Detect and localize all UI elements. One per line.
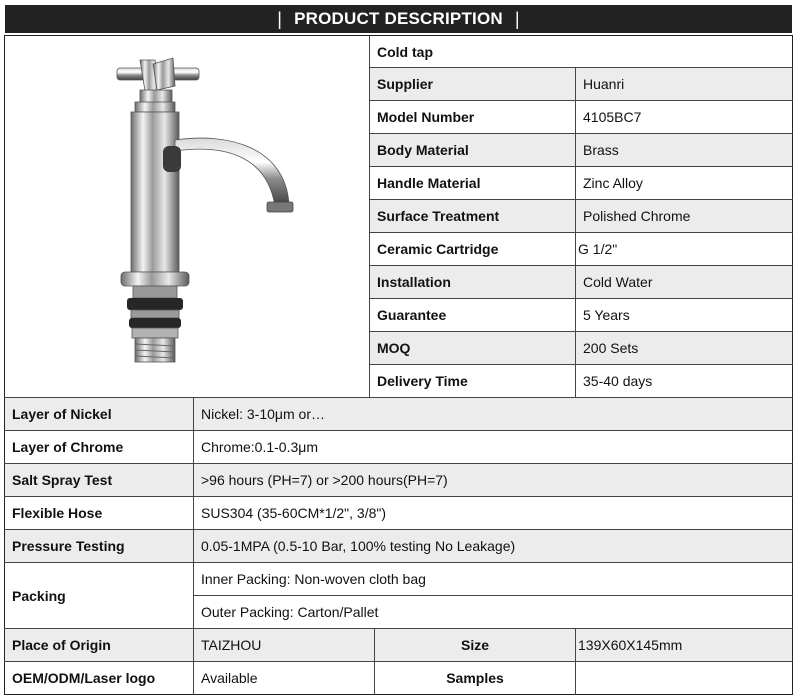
- spec-label-guarantee: Guarantee: [377, 307, 447, 323]
- spec-label-ceramic-cartridge: Ceramic Cartridge: [377, 241, 499, 257]
- spec-label-handle-material: Handle Material: [377, 175, 481, 191]
- spec-value-ceramic-cartridge: G 1/2": [578, 241, 618, 257]
- spec-value-body-material: Brass: [576, 134, 792, 166]
- samples-label: Samples: [446, 670, 504, 686]
- spec-label-supplier: Supplier: [370, 68, 575, 100]
- detail-value-salt-spray: >96 hours (PH=7) or >200 hours(PH=7): [194, 464, 792, 496]
- oem-label: OEM/ODM/Laser logo: [12, 670, 156, 686]
- spec-value-installation: Cold Water: [576, 266, 792, 298]
- detail-label-salt-spray: Salt Spray Test: [5, 464, 193, 496]
- detail-value-chrome: Chrome:0.1-0.3μm: [201, 439, 318, 455]
- spec-label-body-material: Body Material: [370, 134, 575, 166]
- spec-label-model-number: Model Number: [377, 109, 475, 125]
- faucet-image-icon: [5, 36, 368, 397]
- spec-value-guarantee: 5 Years: [583, 307, 630, 323]
- origin-value: TAIZHOU: [194, 629, 374, 661]
- spec-value-supplier: Huanri: [576, 68, 792, 100]
- oem-value: Available: [201, 670, 258, 686]
- detail-label-chrome: Layer of Chrome: [12, 439, 124, 455]
- banner-bar-right: |: [514, 8, 520, 29]
- banner-bar-left: |: [277, 8, 283, 29]
- page-title: PRODUCT DESCRIPTION: [294, 9, 503, 28]
- page-banner: [5, 5, 792, 33]
- samples-value: [576, 662, 792, 694]
- size-label: Size: [375, 629, 575, 661]
- detail-value-nickel: Nickel: 3-10μm or…: [194, 398, 792, 430]
- spec-value-model-number: 4105BC7: [583, 109, 642, 125]
- spec-value-delivery-time: 35-40 days: [583, 373, 653, 389]
- product-image: [5, 36, 368, 397]
- detail-label-pressure: Pressure Testing: [5, 530, 193, 562]
- spec-label-moq: MOQ: [370, 332, 575, 364]
- origin-label: Place of Origin: [5, 629, 193, 661]
- detail-label-flexible-hose: Flexible Hose: [12, 505, 103, 521]
- packing-label: Packing: [12, 587, 66, 604]
- spec-value-moq: 200 Sets: [576, 332, 792, 364]
- detail-label-nickel: Layer of Nickel: [5, 398, 193, 430]
- detail-value-flexible-hose: SUS304 (35-60CM*1/2", 3/8"): [201, 505, 387, 521]
- packing-outer: Outer Packing: Carton/Pallet: [201, 604, 379, 620]
- spec-value-handle-material: Zinc Alloy: [583, 175, 643, 191]
- spec-label-surface-treatment: Surface Treatment: [370, 200, 575, 232]
- packing-inner: Inner Packing: Non-woven cloth bag: [201, 571, 426, 587]
- detail-value-pressure: 0.05-1MPA (0.5-10 Bar, 100% testing No Leakage): [194, 530, 792, 562]
- product-name: Cold tap: [377, 43, 433, 60]
- size-value: 139X60X145mm: [576, 629, 792, 661]
- spec-label-delivery-time: Delivery Time: [377, 373, 468, 389]
- spec-value-surface-treatment: Polished Chrome: [576, 200, 792, 232]
- spec-label-installation: Installation: [370, 266, 575, 298]
